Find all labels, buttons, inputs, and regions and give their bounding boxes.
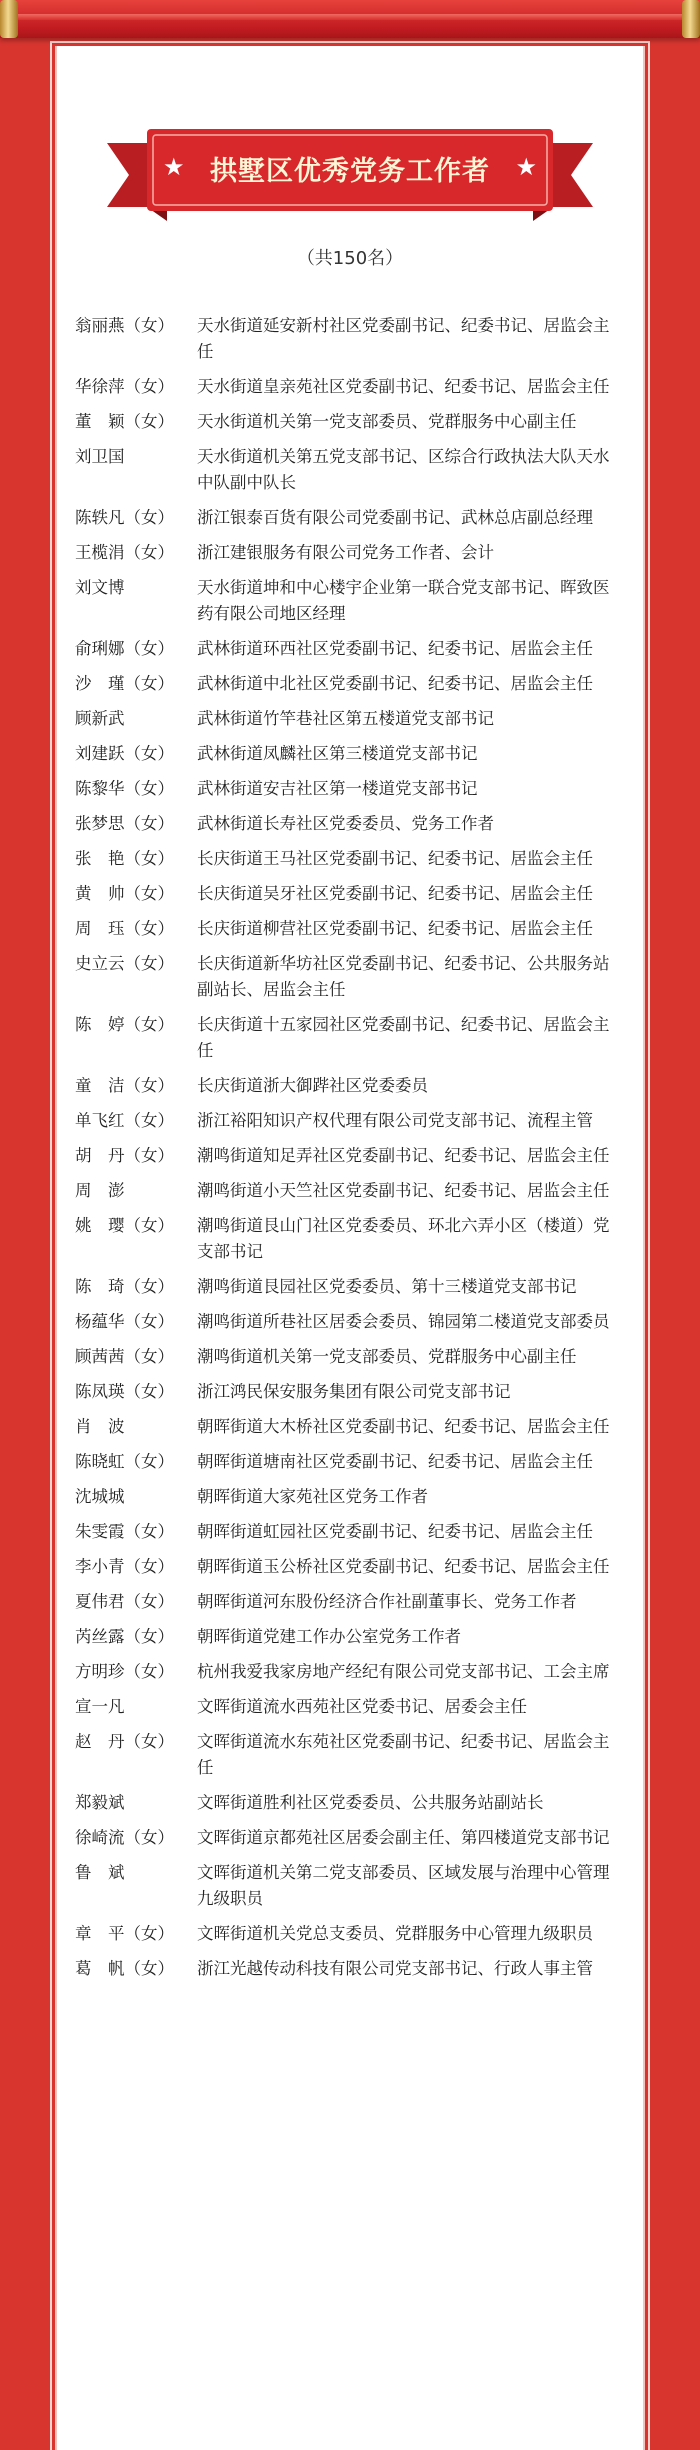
honoree-position: 文晖街道机关第二党支部委员、区域发展与治理中心管理九级职员 [197,1863,610,1908]
honoree-name: 方明珍（女） [75,1662,174,1681]
list-item [75,1589,625,1615]
scroll-top-rod [0,0,700,38]
honoree-position: 浙江光越传动科技有限公司党支部书记、行政人事主管 [197,1959,593,1978]
honoree-name: 顾茜茜（女） [75,1347,174,1366]
honoree-name: 黄 帅（女） [75,884,174,903]
honoree-position: 潮鸣街道小天竺社区党委副书记、纪委书记、居监会主任 [197,1181,610,1200]
honoree-position: 武林街道中北社区党委副书记、纪委书记、居监会主任 [197,674,593,693]
honoree-name: 李小青（女） [75,1557,174,1576]
honoree-name: 张梦思（女） [75,814,174,833]
star-icon-right: ★ [515,153,537,181]
honoree-list [75,313,625,1991]
list-item [75,776,625,802]
star-icon-left: ★ [163,153,185,181]
list-item [75,313,625,365]
list-item [75,1860,625,1912]
honoree-name: 张 艳（女） [75,849,174,868]
total-count: （共150名） [296,248,404,269]
honoree-position: 长庆街道柳营社区党委副书记、纪委书记、居监会主任 [197,919,593,938]
honoree-position: 长庆街道吴牙社区党委副书记、纪委书记、居监会主任 [197,884,593,903]
honoree-position: 文晖街道流水西苑社区党委书记、居委会主任 [197,1697,527,1716]
honoree-name: 肖 波 [75,1417,125,1436]
list-item [75,951,625,1003]
list-item [75,671,625,697]
list-item [75,916,625,942]
scroll-knob-left [0,0,18,38]
scroll-knob-right [682,0,700,38]
honoree-position: 武林街道长寿社区党委委员、党务工作者 [197,814,494,833]
honoree-name: 徐崎流（女） [75,1828,174,1847]
list-item [75,1213,625,1265]
honoree-name: 沈城城 [75,1487,125,1506]
honoree-name: 赵 丹（女） [75,1732,174,1751]
honoree-position: 天水街道机关第一党支部委员、党群服务中心副主任 [197,412,577,431]
honoree-position: 长庆街道新华坊社区党委副书记、纪委书记、公共服务站副站长、居监会主任 [197,954,610,999]
honoree-name: 陈黎华（女） [75,779,174,798]
honoree-position: 浙江建银服务有限公司党务工作者、会计 [197,543,494,562]
list-item [75,1624,625,1650]
honoree-name: 刘建跃（女） [75,744,174,763]
honoree-name: 胡 丹（女） [75,1146,174,1165]
list-item [75,1414,625,1440]
honoree-name: 沙 瑾（女） [75,674,174,693]
honoree-name: 史立云（女） [75,954,174,973]
honoree-name: 董 颖（女） [75,412,174,431]
list-item [75,1449,625,1475]
honoree-position: 文晖街道京都苑社区居委会副主任、第四楼道党支部书记 [197,1828,610,1847]
list-item [75,409,625,435]
title-banner [107,125,593,225]
list-item [75,1379,625,1405]
honoree-position: 长庆街道浙大御跸社区党委委员 [197,1076,428,1095]
honoree-name: 姚 璎（女） [75,1216,174,1235]
honoree-position: 武林街道环西社区党委副书记、纪委书记、居监会主任 [197,639,593,658]
honoree-name: 周 珏（女） [75,919,174,938]
honoree-position: 天水街道延安新村社区党委副书记、纪委书记、居监会主任 [197,316,610,361]
list-item [75,1694,625,1720]
honoree-position: 文晖街道胜利社区党委委员、公共服务站副站长 [197,1793,544,1812]
honoree-name: 陈 婷（女） [75,1015,174,1034]
honoree-name: 王榄涓（女） [75,543,174,562]
honoree-position: 文晖街道机关党总支委员、党群服务中心管理九级职员 [197,1924,593,1943]
honoree-position: 潮鸣街道艮园社区党委委员、第十三楼道党支部书记 [197,1277,577,1296]
page-title: 拱墅区优秀党务工作者 [210,156,490,187]
honoree-position: 潮鸣街道知足弄社区党委副书记、纪委书记、居监会主任 [197,1146,610,1165]
honoree-position: 朝晖街道党建工作办公室党务工作者 [197,1627,461,1646]
honoree-position: 长庆街道王马社区党委副书记、纪委书记、居监会主任 [197,849,593,868]
honoree-position: 武林街道安吉社区第一楼道党支部书记 [197,779,478,798]
honoree-position: 武林街道凤麟社区第三楼道党支部书记 [197,744,478,763]
honoree-name: 刘卫国 [75,447,125,466]
list-item [75,374,625,400]
honoree-position: 浙江裕阳知识产权代理有限公司党支部书记、流程主管 [197,1111,593,1130]
honoree-name: 华徐萍（女） [75,377,174,396]
list-item [75,1956,625,1982]
honoree-position: 朝晖街道河东股份经济合作社副董事长、党务工作者 [197,1592,577,1611]
honoree-name: 宣一凡 [75,1697,125,1716]
list-item [75,1729,625,1781]
list-item [75,1073,625,1099]
honoree-name: 陈晓虹（女） [75,1452,174,1471]
list-item [75,1274,625,1300]
list-item [75,706,625,732]
honoree-position: 天水街道坤和中心楼宇企业第一联合党支部书记、晖致医药有限公司地区经理 [197,578,610,623]
honoree-position: 武林街道竹竿巷社区第五楼道党支部书记 [197,709,494,728]
list-item [75,881,625,907]
honoree-name: 刘文博 [75,578,125,597]
honoree-position: 杭州我爱我家房地产经纪有限公司党支部书记、工会主席 [197,1662,610,1681]
honoree-name: 芮丝露（女） [75,1627,174,1646]
honoree-position: 朝晖街道大木桥社区党委副书记、纪委书记、居监会主任 [197,1417,610,1436]
honoree-position: 浙江银泰百货有限公司党委副书记、武林总店副总经理 [197,508,593,527]
list-item [75,1344,625,1370]
list-item [75,1554,625,1580]
honoree-name: 童 洁（女） [75,1076,174,1095]
list-item [75,540,625,566]
list-item [75,575,625,627]
honoree-position: 天水街道皇亲苑社区党委副书记、纪委书记、居监会主任 [197,377,610,396]
honoree-position: 朝晖街道塘南社区党委副书记、纪委书记、居监会主任 [197,1452,593,1471]
list-item [75,811,625,837]
list-item [75,1921,625,1947]
honoree-name: 郑毅斌 [75,1793,125,1812]
honoree-name: 俞琍娜（女） [75,639,174,658]
honoree-position: 文晖街道流水东苑社区党委副书记、纪委书记、居监会主任 [197,1732,610,1777]
honoree-name: 翁丽燕（女） [75,316,174,335]
list-item [75,1790,625,1816]
list-item [75,1484,625,1510]
list-item [75,1519,625,1545]
list-item [75,1659,625,1685]
list-item [75,1825,625,1851]
honoree-name: 鲁 斌 [75,1863,125,1882]
honoree-name: 周 澎 [75,1181,125,1200]
honoree-position: 潮鸣街道艮山门社区党委委员、环北六弄小区（楼道）党支部书记 [197,1216,610,1261]
list-item [75,741,625,767]
list-item [75,1309,625,1335]
honoree-name: 陈 琦（女） [75,1277,174,1296]
list-item [75,1012,625,1064]
honoree-name: 杨蕴华（女） [75,1312,174,1331]
honoree-position: 潮鸣街道所巷社区居委会委员、锦园第二楼道党支部委员 [197,1312,610,1331]
honoree-name: 单飞红（女） [75,1111,174,1130]
honoree-name: 陈凤瑛（女） [75,1382,174,1401]
list-item [75,636,625,662]
honoree-position: 天水街道机关第五党支部书记、区综合行政执法大队天水中队副中队长 [197,447,610,492]
honoree-name: 顾新武 [75,709,125,728]
list-item [75,1108,625,1134]
honoree-position: 浙江鸿民保安服务集团有限公司党支部书记 [197,1382,511,1401]
list-item [75,1178,625,1204]
list-item [75,1143,625,1169]
honoree-position: 长庆街道十五家园社区党委副书记、纪委书记、居监会主任 [197,1015,610,1060]
honoree-position: 朝晖街道虹园社区党委副书记、纪委书记、居监会主任 [197,1522,593,1541]
honoree-name: 夏伟君（女） [75,1592,174,1611]
list-item [75,444,625,496]
list-item [75,846,625,872]
list-item [75,505,625,531]
honoree-position: 朝晖街道玉公桥社区党委副书记、纪委书记、居监会主任 [197,1557,610,1576]
honoree-position: 潮鸣街道机关第一党支部委员、党群服务中心副主任 [197,1347,577,1366]
honoree-position: 朝晖街道大家苑社区党务工作者 [197,1487,428,1506]
honoree-name: 章 平（女） [75,1924,174,1943]
honoree-name: 朱雯霞（女） [75,1522,174,1541]
honoree-name: 葛 帆（女） [75,1959,174,1978]
honoree-name: 陈轶凡（女） [75,508,174,527]
